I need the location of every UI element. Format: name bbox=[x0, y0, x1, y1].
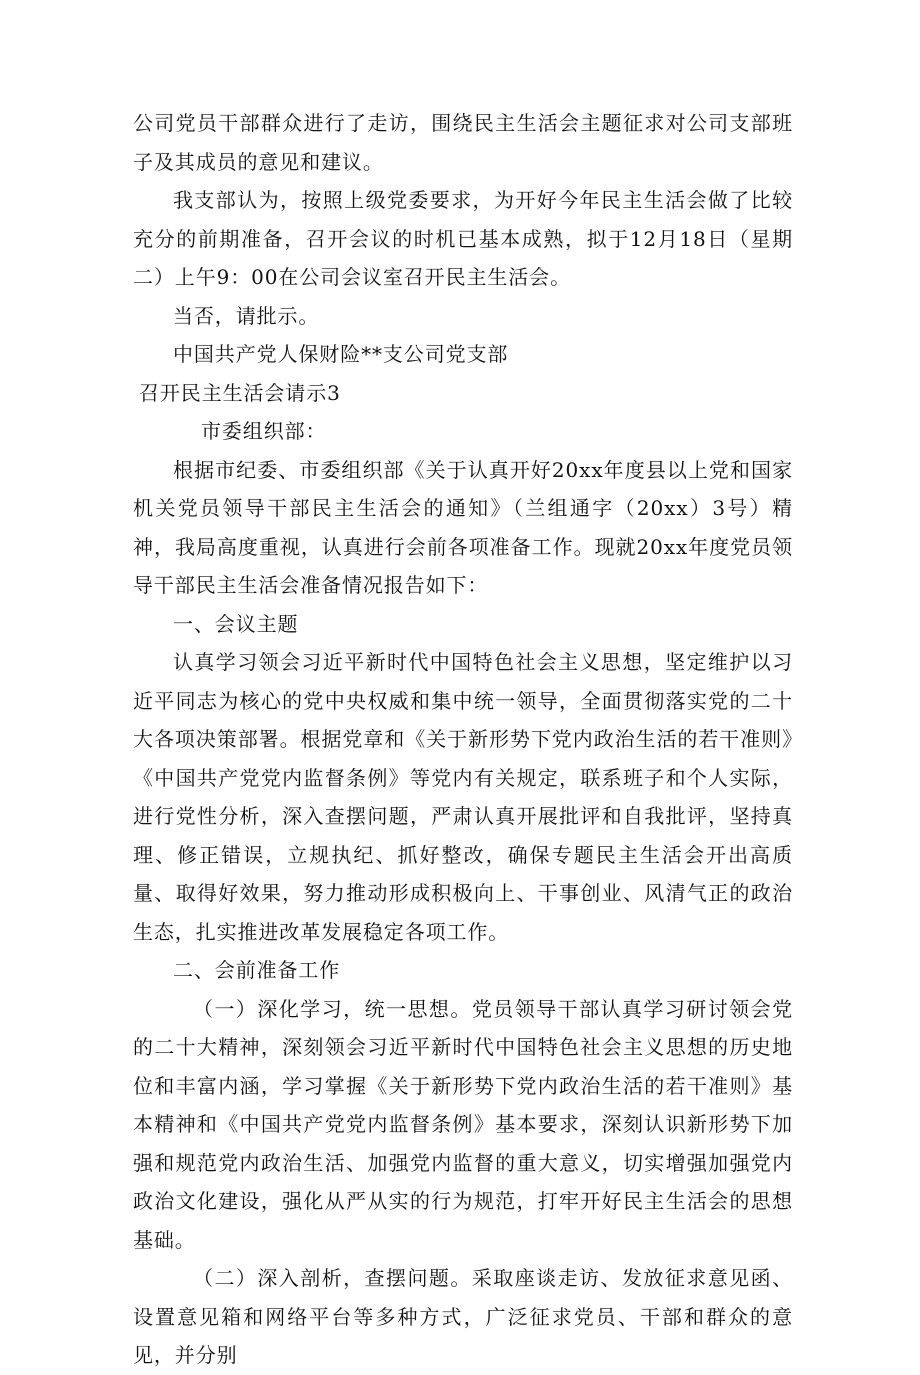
paragraph-analysis: （二）深入剖析，查摆问题。采取座谈走访、发放征求意见函、设置意见箱和网络平台等多种方式，广泛征求党员、干部和群众的意见，并分别 bbox=[133, 1266, 793, 1367]
paragraph-continuation: 公司党员干部群众进行了走访，围绕民主生活会主题征求对公司支部班子及其成员的意见和建议。 bbox=[133, 111, 793, 174]
document-body bbox=[133, 104, 793, 1375]
paragraph-theme: 认真学习领会习近平新时代中国特色社会主义思想，坚定维护以习近平同志为核心的党中央权威和集中统一领导，全面贯彻落实党的二十大各项决策部署。根据党章和《关于新形势下党内政治生活的若干准则》《中国共产党党内监督条例》等党内有关规定，联系班子和个人实际，进行党性分析，深入查摆问题，严肃认真开展批评和自我批评，坚持真理、修正错误，立规执纪、抓好整改，确保专题民主生活会开出高质量、取得好效果，努力推动形成积极向上、干事创业、风清气正的政治生态，扎实推进改革发展稳定各项工作。 bbox=[133, 650, 793, 944]
heading-meeting-theme: 一、会议主题 bbox=[173, 611, 299, 636]
signature-branch: 中国共产党人保财险**支公司党支部 bbox=[173, 342, 509, 366]
paragraph-intro: 根据市纪委、市委组织部《关于认真开好20xx年度县以上党和国家机关党员领导干部民主生活会的通知》（兰组通字（20xx）3号）精神，我局高度重视，认真进行会前各项准备工作。现就20xx年度党员领导干部民主生活会准备情况报告如下： bbox=[133, 457, 793, 597]
paragraph-study: （一）深化学习，统一思想。党员领导干部认真学习研讨领会党的二十大精神，深刻领会习近平新时代中国特色社会主义思想的历史地位和丰富内涵，学习掌握《关于新形势下党内政治生活的若干准则》基本精神和《中国共产党党内监督条例》基本要求，深刻认识新形势下加强和规范党内政治生活、加强党内监督的重大意义，切实增强加强党内政治文化建设，强化从严从实的行为规范，打牢开好民主生活会的思想基础。 bbox=[133, 996, 793, 1252]
salutation: 市委组织部： bbox=[201, 419, 327, 443]
section-title: 召开民主生活会请示3 bbox=[139, 380, 341, 405]
paragraph-preparation: 我支部认为，按照上级党委要求，为开好今年民主生活会做了比较充分的前期准备，召开会议的时机已基本成熟，拟于12月18日（星期二）上午9：00在公司会议室召开民主生活会。 bbox=[133, 188, 793, 289]
heading-preparation-work: 二、会前准备工作 bbox=[173, 958, 341, 982]
paragraph-request-approval: 当否，请批示。 bbox=[173, 303, 320, 328]
